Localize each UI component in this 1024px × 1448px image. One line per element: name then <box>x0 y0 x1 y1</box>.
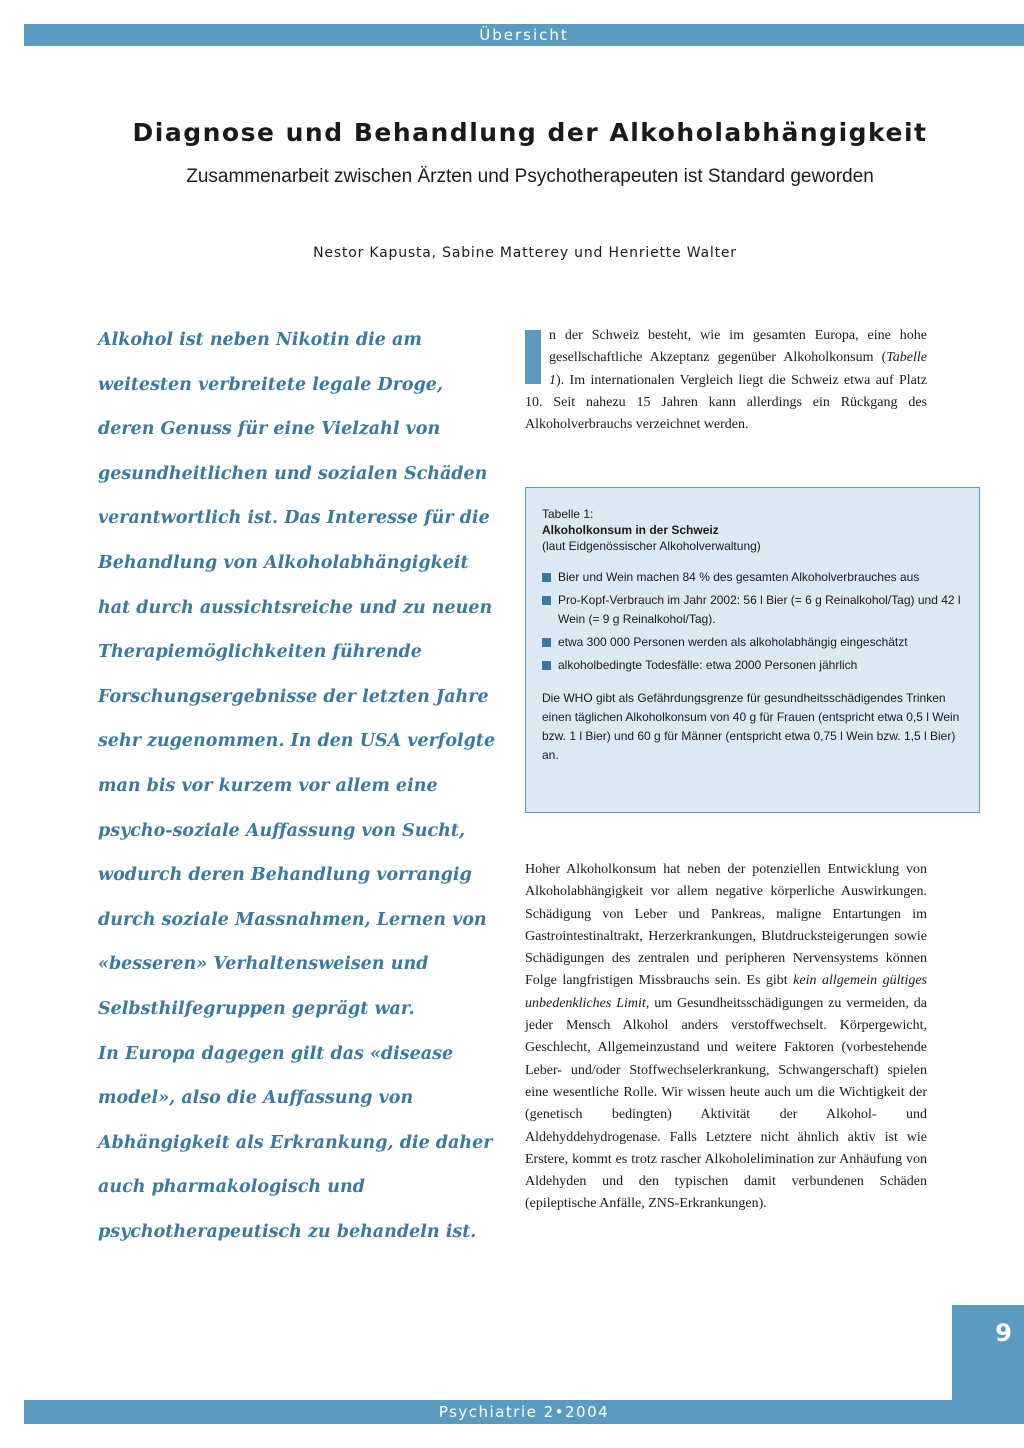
lead-paragraph-column <box>98 318 498 1254</box>
intro-text-before: n der Schweiz besteht, wie im gesamten Europa, eine hohe gesellschaftliche Akzeptanz gegenüber Alkoholkonsum ( <box>549 328 927 366</box>
body-emphasis: kein allgemein gültiges unbedenkliches Limit, <box>525 973 927 1011</box>
body-paragraph <box>525 859 927 1216</box>
square-bullet-icon <box>542 596 551 605</box>
journal-issue: Psychiatrie 2•2004 <box>438 1403 610 1421</box>
table-item: Pro-Kopf-Verbrauch im Jahr 2002: 56 l Bier (= 6 g Reinalkohol/Tag) und 42 l Wein (= 9 g Reinalkohol/Tag). <box>542 591 963 629</box>
dropcap-i <box>525 330 541 384</box>
table-item: alkoholbedingte Todesfälle: etwa 2000 Personen jährlich <box>542 656 963 675</box>
body-text-after: um Gesundheitsschädigungen zu vermeiden, da jeder Mensch Alkohol anders verstoffwechselt. Körpergewicht, Geschlecht, Allgemeinzustand und weitere Faktoren (vorbestehende Leber- und/oder Stoffwechselerkrankung, Schwangerschaft) spielen eine wesentliche Rolle. Wir wissen heute auch um die Wichtigkeit der (genetisch bedingten) Aktivität der Alkohol- und Aldehyddehydrogenase. Falls Letztere nicht ähnlich aktiv ist wie Erstere, kommt es trotz rascher Alkoholelimination zur Anhäufung von Aldehyden und den typischen damit verbundenen Schäden (epileptische Anfälle, ZNS-Erkrankungen). <box>525 995 927 1212</box>
intro-paragraph <box>525 325 927 436</box>
table-title: Alkoholkonsum in der Schweiz <box>542 523 719 537</box>
table-note: Die WHO gibt als Gefährdungsgrenze für gesundheitsschädigendes Trinken einen täglichen Alkoholkonsum von 40 g für Frauen (entspricht etwa 0,5 l Wein bzw. 1 l Bier) und 60 g für Männer (entspricht etwa 0,75 l Wein bzw. 1,5 l Bier) an. <box>542 691 960 762</box>
table-1-box <box>525 487 980 813</box>
intro-text-after: ). Im internationalen Vergleich liegt die Schweiz etwa auf Platz 10. Seit nahezu 15 Jahren kann allerdings ein Rückgang des Alkoholverbrauchs verzeichnet werden. <box>525 372 927 433</box>
lead-paragraph-2: In Europa dagegen gilt das «disease model», also die Auffassung von Abhängigkeit als Erkrankung, die daher auch pharmakologisch und psychotherapeutisch zu behandeln ist. <box>98 1043 493 1242</box>
square-bullet-icon <box>542 573 551 582</box>
table-source: (laut Eidgenössischer Alkoholverwaltung) <box>542 539 761 553</box>
journal-footer-bar <box>24 1400 1024 1424</box>
intro-table-reference: Tabelle 1 <box>549 350 927 388</box>
square-bullet-icon <box>542 638 551 647</box>
lead-paragraph-1: Alkohol ist neben Nikotin die am weitesten verbreitete legale Droge, deren Genuss für eine Vielzahl von gesundheitlichen und sozialen Schäden verantwortlich ist. Das Interesse für die Behandlung von Alkoholabhängigkeit hat durch aussichtsreiche und zu neuen Therapiemöglichkeiten führende Forschungsergebnisse der letzten Jahre sehr zugenommen. In den USA verfolgte man bis vor kurzem vor allem eine psycho-soziale Auffassung von Sucht, wodurch deren Behandlung vorrangig durch soziale Massnahmen, Lernen von «besseren» Verhaltensweisen und Selbsthilfegruppen geprägt war. <box>98 330 496 1019</box>
body-text-before: Hoher Alkoholkonsum hat neben der potenziellen Entwicklung von Alkoholabhängigkeit vor allem negative körperliche Auswirkungen. Schädigung von Leber und Pankreas, maligne Entartungen im Gastrointestinaltrakt, Herzerkrankungen, Blutdrucksteigerungen sowie Schädigungen des zentralen und peripheren Nervensystems können Folge langfristigen Missbrauchs sein. Es gibt <box>525 862 927 989</box>
article-title: Diagnose und Behandlung der Alkoholabhängigkeit <box>132 118 928 147</box>
article-authors: Nestor Kapusta, Sabine Matterey und Henriette Walter <box>313 245 737 261</box>
section-header-bar <box>24 24 1024 46</box>
square-bullet-icon <box>542 661 551 670</box>
table-label: Tabelle 1: <box>542 507 594 521</box>
table-item-list <box>542 568 963 675</box>
page-number-tab <box>952 1305 1024 1400</box>
table-item: etwa 300 000 Personen werden als alkoholabhängig eingeschätzt <box>542 633 963 652</box>
table-item: Bier und Wein machen 84 % des gesamten Alkoholverbrauches aus <box>542 568 963 587</box>
page-number: 9 <box>995 1319 1012 1347</box>
section-label: Übersicht <box>479 26 569 44</box>
article-subtitle: Zusammenarbeit zwischen Ärzten und Psychotherapeuten ist Standard geworden <box>186 166 874 187</box>
